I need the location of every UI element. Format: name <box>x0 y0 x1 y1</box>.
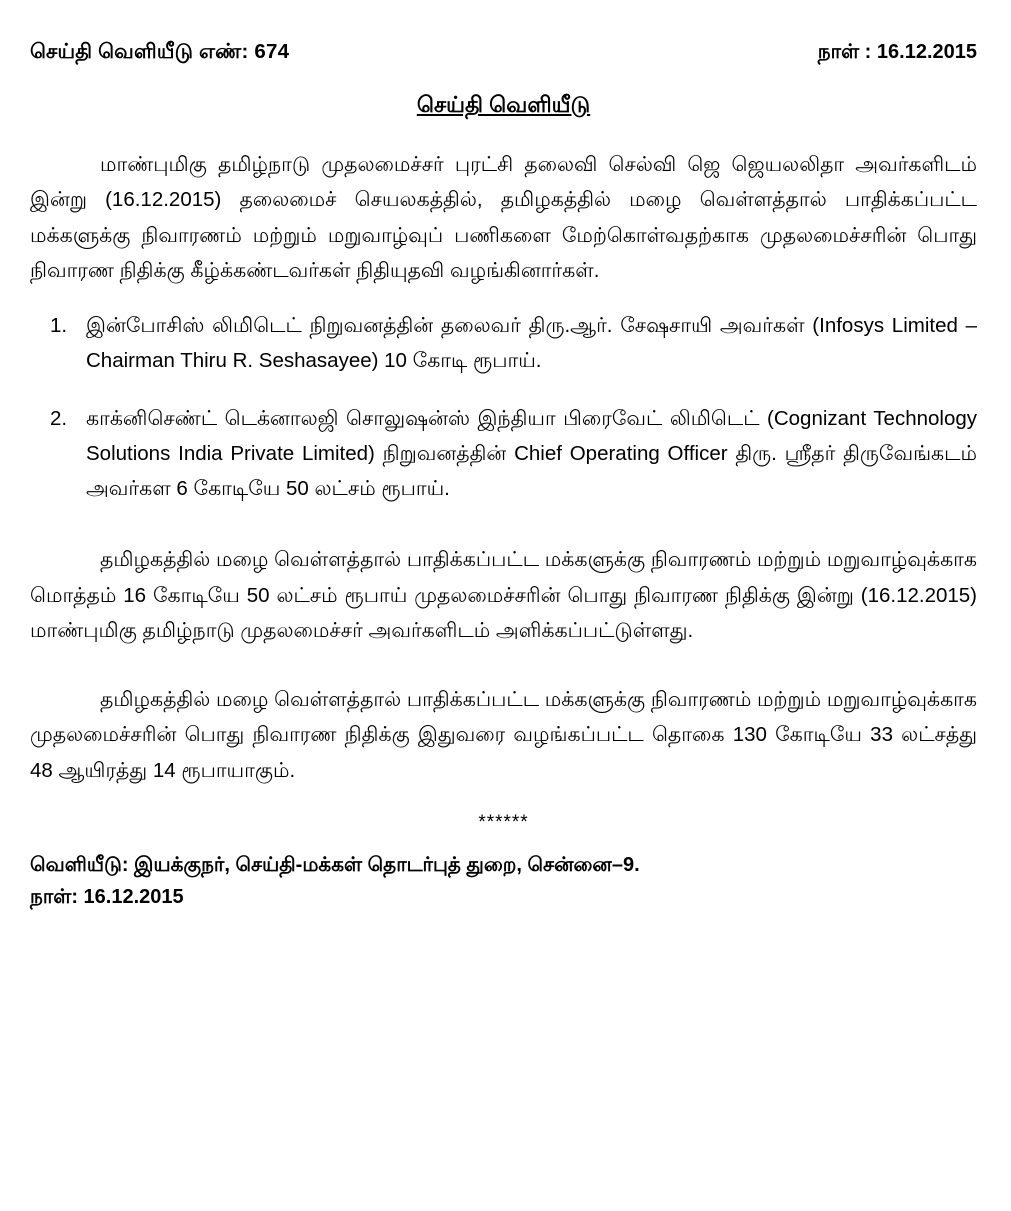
release-date: நாள் : 16.12.2015 <box>817 41 977 63</box>
footer-date: நாள்: 16.12.2015 <box>30 885 184 908</box>
spacer <box>30 528 977 542</box>
list-item: காக்னிசெண்ட் டெக்னாலஜி சொலுஷன்ஸ் இந்தியா பிரைவேட் லிமிடெட் (Cognizant Technology Solutions India Private Limited) நிறுவனத்தின் Chief Operating Officer திரு. ஸ்ரீதர் திருவேங்கடம் அவர்கள 6 கோடியே 50 லட்சம் ரூபாய். <box>86 406 977 500</box>
total-paragraph: தமிழகத்தில் மழை வெள்ளத்தால் பாதிக்கப்பட்ட மக்களுக்கு நிவாரணம் மற்றும் மறுவாழ்வுக்காக மொத்தம் 16 கோடியே 50 லட்சம் ரூபாய் முதலமைச்சரின் பொது நிவாரண நிதிக்கு இன்று (16.12.2015) மாண்புமிகு தமிழ்நாடு முதலமைச்சர் அவர்களிடம் அளிக்கப்பட்டுள்ளது. <box>30 548 977 642</box>
document-footer <box>30 850 977 912</box>
document-header <box>30 40 977 66</box>
donor-list <box>30 308 977 506</box>
section-separator: ****** <box>478 811 529 833</box>
release-number: செய்தி வெளியீடு எண்: 674 <box>30 40 290 63</box>
spacer <box>30 668 977 682</box>
list-item: இன்போசிஸ் லிமிடெட் நிறுவனத்தின் தலைவர் திரு.ஆர். சேஷசாயி அவர்கள் (Infosys Limited – Chairman Thiru R. Seshasayee) 10 கோடி ரூபாய். <box>86 314 977 373</box>
footer-issuer: வெளியீடு: இயக்குநர், செய்தி-மக்கள் தொடர்புத் துறை, சென்னை–9. <box>30 853 640 876</box>
intro-paragraph: மாண்புமிகு தமிழ்நாடு முதலமைச்சர் புரட்சி தலைவி செல்வி ஜெ ஜெயலலிதா அவர்களிடம் இன்று (16.12.2015) தலைமைச் செயலகத்தில், தமிழகத்தில் மழை வெள்ளத்தால் பாதிக்கப்பட்ட மக்களுக்கு நிவாரணம் மற்றும் மறுவாழ்வுப் பணிகளை மேற்கொள்வதற்காக முதலமைச்சரின் பொது நிவாரண நிதிக்கு கீழ்க்கண்டவர்கள் நிதியுதவி வழங்கினார்கள். <box>30 153 977 282</box>
cumulative-paragraph: தமிழகத்தில் மழை வெள்ளத்தால் பாதிக்கப்பட்ட மக்களுக்கு நிவாரணம் மற்றும் மறுவாழ்வுக்காக முதலமைச்சரின் பொது நிவாரண நிதிக்கு இதுவரை வழங்கப்பட்ட தொகை 130 கோடியே 33 லட்சத்து 48 ஆயிரத்து 14 ரூபாயாகும். <box>30 688 977 782</box>
page-title: செய்தி வெளியீடு <box>416 92 591 117</box>
